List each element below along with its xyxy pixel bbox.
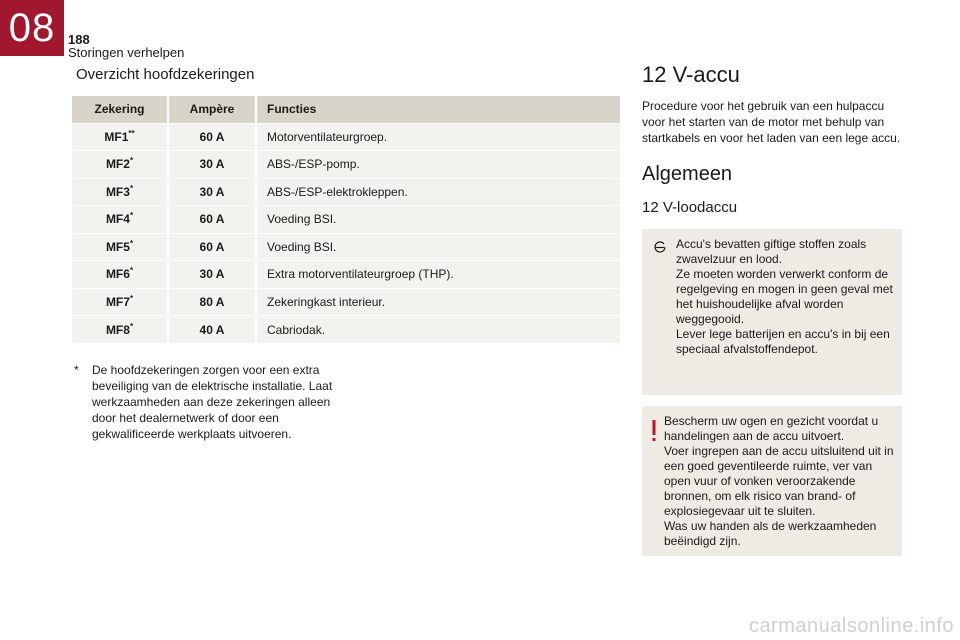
watermark: carmanualsonline.info (748, 615, 954, 637)
fuse-id: MF7 (105, 294, 130, 309)
fuse-id-cell (72, 316, 168, 344)
fuse-amperage: 30 A (168, 178, 256, 206)
fuse-footnote-mark: * (129, 266, 134, 276)
table-row (72, 178, 620, 206)
fuse-id-cell (72, 206, 168, 234)
fuse-amperage: 60 A (168, 233, 256, 261)
recycle-notice-box (642, 229, 902, 395)
chapter-title: Storingen verhelpen (68, 45, 185, 60)
recycle-icon (652, 239, 668, 255)
page-number: 188 (68, 32, 90, 47)
section-title: 12 V-accu (642, 62, 740, 87)
fuse-function: Extra motorventilateurgroep (THP). (256, 261, 620, 289)
fuse-function: Cabriodak. (256, 316, 620, 344)
fuse-id-cell (72, 233, 168, 261)
fuse-id: MF8 (105, 322, 130, 337)
table-row (72, 316, 620, 344)
fuse-amperage: 30 A (168, 261, 256, 289)
fuse-id-cell (72, 178, 168, 206)
table-row (72, 123, 620, 151)
fuse-id: MF1 (104, 129, 129, 144)
fuse-overview-heading: Overzicht hoofdzekeringen (76, 66, 255, 83)
footnote (74, 362, 334, 442)
fuse-function: Voeding BSI. (256, 206, 620, 234)
warning-icon (650, 420, 658, 442)
fuse-amperage: 30 A (168, 151, 256, 179)
fuse-footnote-mark: * (129, 321, 134, 331)
column-header-fuse: Zekering (72, 96, 168, 123)
table-row (72, 288, 620, 316)
fuse-table (72, 96, 620, 343)
fuse-function: ABS-/ESP-pomp. (256, 151, 620, 179)
fuse-id-cell (72, 261, 168, 289)
fuse-id: MF6 (105, 267, 130, 282)
fuse-id: MF4 (105, 212, 130, 227)
footnote-text: De hoofdzekeringen zorgen voor een extra beveiliging van de elektrische installatie. Laat werkzaamheden aan deze zekeringen alleen door het dealernetwerk of door een gekwalificeerde werkplaats uitvoeren. (92, 363, 333, 441)
fuse-id-cell (72, 123, 168, 151)
fuse-id: MF2 (105, 157, 130, 172)
lead-acid-subheading: 12 V-loodaccu (642, 199, 738, 216)
footnote-mark: * (74, 363, 79, 377)
fuse-amperage: 40 A (168, 316, 256, 344)
table-row (72, 206, 620, 234)
table-header-row (72, 96, 620, 123)
section-intro: Procedure voor het gebruik van een hulpaccu voor het starten van de motor met behulp van startkabels en voor het laden van een lege accu. (642, 99, 901, 145)
fuse-footnote-mark: * (129, 156, 134, 166)
table-row (72, 261, 620, 289)
fuse-function: Voeding BSI. (256, 233, 620, 261)
fuse-footnote-mark: * (129, 238, 134, 248)
chapter-tab: 08 (0, 0, 64, 56)
fuse-id: MF5 (105, 239, 130, 254)
fuse-id: MF3 (105, 184, 130, 199)
fuse-footnote-mark: * (129, 293, 134, 303)
fuse-footnote-mark: * (129, 183, 134, 193)
recycle-notice-text: Accu's bevatten giftige stoffen zoals zwavelzuur en lood. Ze moeten worden verwerkt conform de regelgeving en mogen in geen geval met het huishoudelijke afval worden weggegooid. Lever lege batterijen en accu's in bij een speciaal afvalstoffendepot. (676, 237, 893, 356)
fuse-amperage: 60 A (168, 206, 256, 234)
fuse-id-cell (72, 288, 168, 316)
column-header-amp: Ampère (168, 96, 256, 123)
fuse-id-cell (72, 151, 168, 179)
table-row (72, 233, 620, 261)
fuse-function: Zekeringkast interieur. (256, 288, 620, 316)
fuse-amperage: 60 A (168, 123, 256, 151)
fuse-function: Motorventilateurgroep. (256, 123, 620, 151)
warning-text: Bescherm uw ogen en gezicht voordat u handelingen aan de accu uitvoert. Voer ingrepen aan de accu uitsluitend uit in een goed geventileerde ruimte, ver van open vuur of vonken veroorzakende bronnen, om elk risico van brand- of explosiegevaar uit te sluiten. Was uw handen als de werkzaamheden beëindigd zijn. (664, 414, 894, 548)
fuse-function: ABS-/ESP-elektrokleppen. (256, 178, 620, 206)
fuse-footnote-mark: ** (128, 128, 135, 138)
fuse-footnote-mark: * (129, 211, 134, 221)
general-heading: Algemeen (642, 163, 733, 185)
warning-box (642, 406, 902, 556)
table-row (72, 151, 620, 179)
fuse-amperage: 80 A (168, 288, 256, 316)
column-header-functions: Functies (256, 96, 620, 123)
fuse-table-body (72, 123, 620, 343)
